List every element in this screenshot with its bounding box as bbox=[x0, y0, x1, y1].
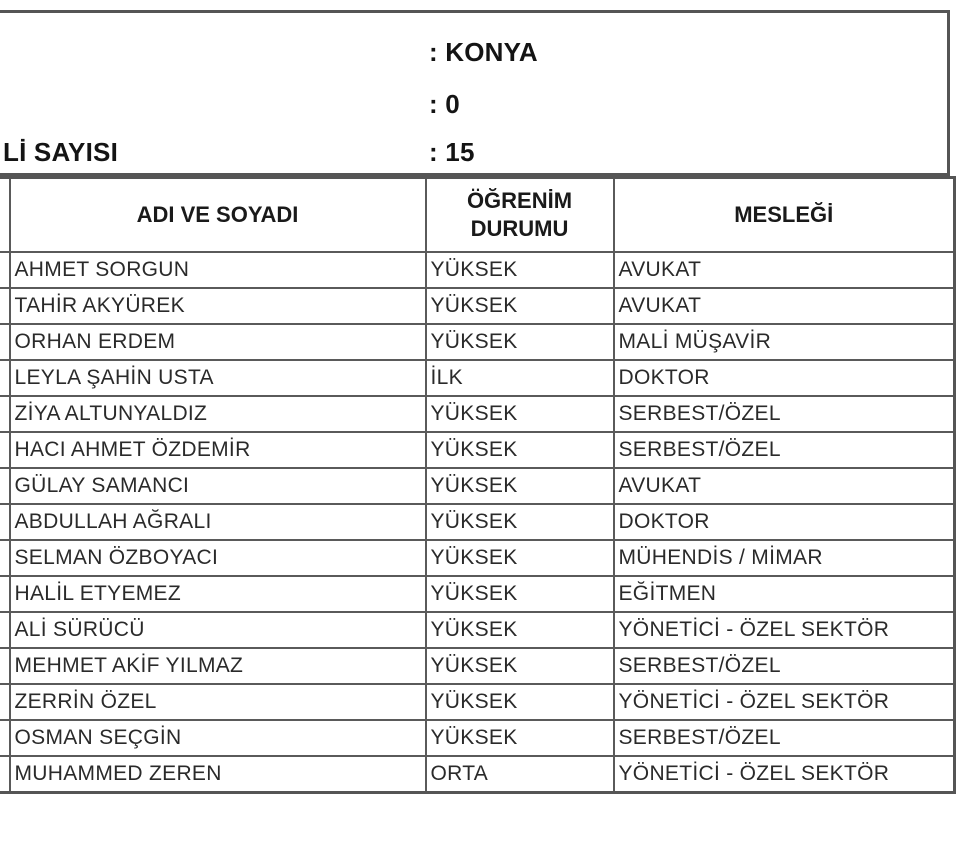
table-row bbox=[0, 720, 955, 756]
candidate-count-value: : 15 bbox=[429, 137, 475, 167]
row-stub-cell bbox=[0, 324, 10, 360]
row-stub-cell bbox=[0, 360, 10, 396]
candidate-count-label: Lİ SAYISI bbox=[3, 137, 118, 167]
education-cell: ORTA bbox=[426, 756, 614, 793]
profession-cell: YÖNETİCİ - ÖZEL SEKTÖR bbox=[614, 756, 955, 793]
row-stub-cell bbox=[0, 648, 10, 684]
profession-cell: YÖNETİCİ - ÖZEL SEKTÖR bbox=[614, 612, 955, 648]
education-header-line2: DURUMU bbox=[470, 216, 569, 241]
count-zero-value: : 0 bbox=[429, 89, 460, 119]
education-cell: YÜKSEK bbox=[426, 540, 614, 576]
education-cell: YÜKSEK bbox=[426, 612, 614, 648]
education-cell: YÜKSEK bbox=[426, 324, 614, 360]
table-row bbox=[0, 756, 955, 793]
name-cell: LEYLA ŞAHİN USTA bbox=[10, 360, 426, 396]
table-header-row bbox=[0, 178, 955, 253]
table-row bbox=[0, 396, 955, 432]
profession-cell: MÜHENDİS / MİMAR bbox=[614, 540, 955, 576]
table-row bbox=[0, 576, 955, 612]
name-cell: MUHAMMED ZEREN bbox=[10, 756, 426, 793]
table-row bbox=[0, 360, 955, 396]
education-cell: İLK bbox=[426, 360, 614, 396]
page-bottom-margin bbox=[0, 824, 960, 846]
name-cell: ZİYA ALTUNYALDIZ bbox=[10, 396, 426, 432]
name-cell: ORHAN ERDEM bbox=[10, 324, 426, 360]
row-stub-cell bbox=[0, 720, 10, 756]
table-row bbox=[0, 324, 955, 360]
table-row bbox=[0, 252, 955, 288]
row-stub-cell bbox=[0, 432, 10, 468]
row-stub-cell bbox=[0, 504, 10, 540]
education-cell: YÜKSEK bbox=[426, 432, 614, 468]
education-cell: YÜKSEK bbox=[426, 396, 614, 432]
education-cell: YÜKSEK bbox=[426, 504, 614, 540]
row-stub-cell bbox=[0, 396, 10, 432]
profession-cell: YÖNETİCİ - ÖZEL SEKTÖR bbox=[614, 684, 955, 720]
education-cell: YÜKSEK bbox=[426, 648, 614, 684]
row-stub-cell bbox=[0, 612, 10, 648]
education-column-header bbox=[426, 178, 614, 253]
profession-cell: SERBEST/ÖZEL bbox=[614, 720, 955, 756]
row-stub-cell bbox=[0, 756, 10, 793]
table-row bbox=[0, 540, 955, 576]
profession-cell: EĞİTMEN bbox=[614, 576, 955, 612]
name-cell: ZERRİN ÖZEL bbox=[10, 684, 426, 720]
education-cell: YÜKSEK bbox=[426, 468, 614, 504]
profession-cell: DOKTOR bbox=[614, 360, 955, 396]
table-row bbox=[0, 432, 955, 468]
education-cell: YÜKSEK bbox=[426, 684, 614, 720]
profession-cell: SERBEST/ÖZEL bbox=[614, 432, 955, 468]
name-cell: OSMAN SEÇGİN bbox=[10, 720, 426, 756]
table-row bbox=[0, 288, 955, 324]
profession-cell: AVUKAT bbox=[614, 288, 955, 324]
education-cell: YÜKSEK bbox=[426, 252, 614, 288]
row-stub-cell bbox=[0, 288, 10, 324]
table-row bbox=[0, 468, 955, 504]
profession-cell: AVUKAT bbox=[614, 252, 955, 288]
row-stub-cell bbox=[0, 468, 10, 504]
row-stub-cell bbox=[0, 576, 10, 612]
stub-column-header bbox=[0, 178, 10, 253]
education-cell: YÜKSEK bbox=[426, 288, 614, 324]
table-row bbox=[0, 684, 955, 720]
table-body bbox=[0, 252, 955, 793]
table-row bbox=[0, 648, 955, 684]
profession-cell: SERBEST/ÖZEL bbox=[614, 648, 955, 684]
education-cell: YÜKSEK bbox=[426, 576, 614, 612]
profession-column-header: MESLEĞİ bbox=[614, 178, 955, 253]
profession-cell: MALİ MÜŞAVİR bbox=[614, 324, 955, 360]
name-cell: SELMAN ÖZBOYACI bbox=[10, 540, 426, 576]
name-cell: HALİL ETYEMEZ bbox=[10, 576, 426, 612]
name-column-header: ADI VE SOYADI bbox=[10, 178, 426, 253]
name-cell: TAHİR AKYÜREK bbox=[10, 288, 426, 324]
row-stub-cell bbox=[0, 252, 10, 288]
row-stub-cell bbox=[0, 684, 10, 720]
name-cell: GÜLAY SAMANCI bbox=[10, 468, 426, 504]
table-row bbox=[0, 504, 955, 540]
profession-cell: AVUKAT bbox=[614, 468, 955, 504]
name-cell: MEHMET AKİF YILMAZ bbox=[10, 648, 426, 684]
row-stub-cell bbox=[0, 540, 10, 576]
table-row bbox=[0, 612, 955, 648]
candidate-table bbox=[0, 176, 956, 794]
province-value: : KONYA bbox=[429, 37, 538, 67]
profession-cell: SERBEST/ÖZEL bbox=[614, 396, 955, 432]
name-cell: AHMET SORGUN bbox=[10, 252, 426, 288]
education-cell: YÜKSEK bbox=[426, 720, 614, 756]
name-cell: ABDULLAH AĞRALI bbox=[10, 504, 426, 540]
profession-cell: DOKTOR bbox=[614, 504, 955, 540]
education-header-line1: ÖĞRENİM bbox=[466, 188, 573, 213]
name-cell: HACI AHMET ÖZDEMİR bbox=[10, 432, 426, 468]
header-info-box bbox=[0, 10, 950, 176]
name-cell: ALİ SÜRÜCÜ bbox=[10, 612, 426, 648]
